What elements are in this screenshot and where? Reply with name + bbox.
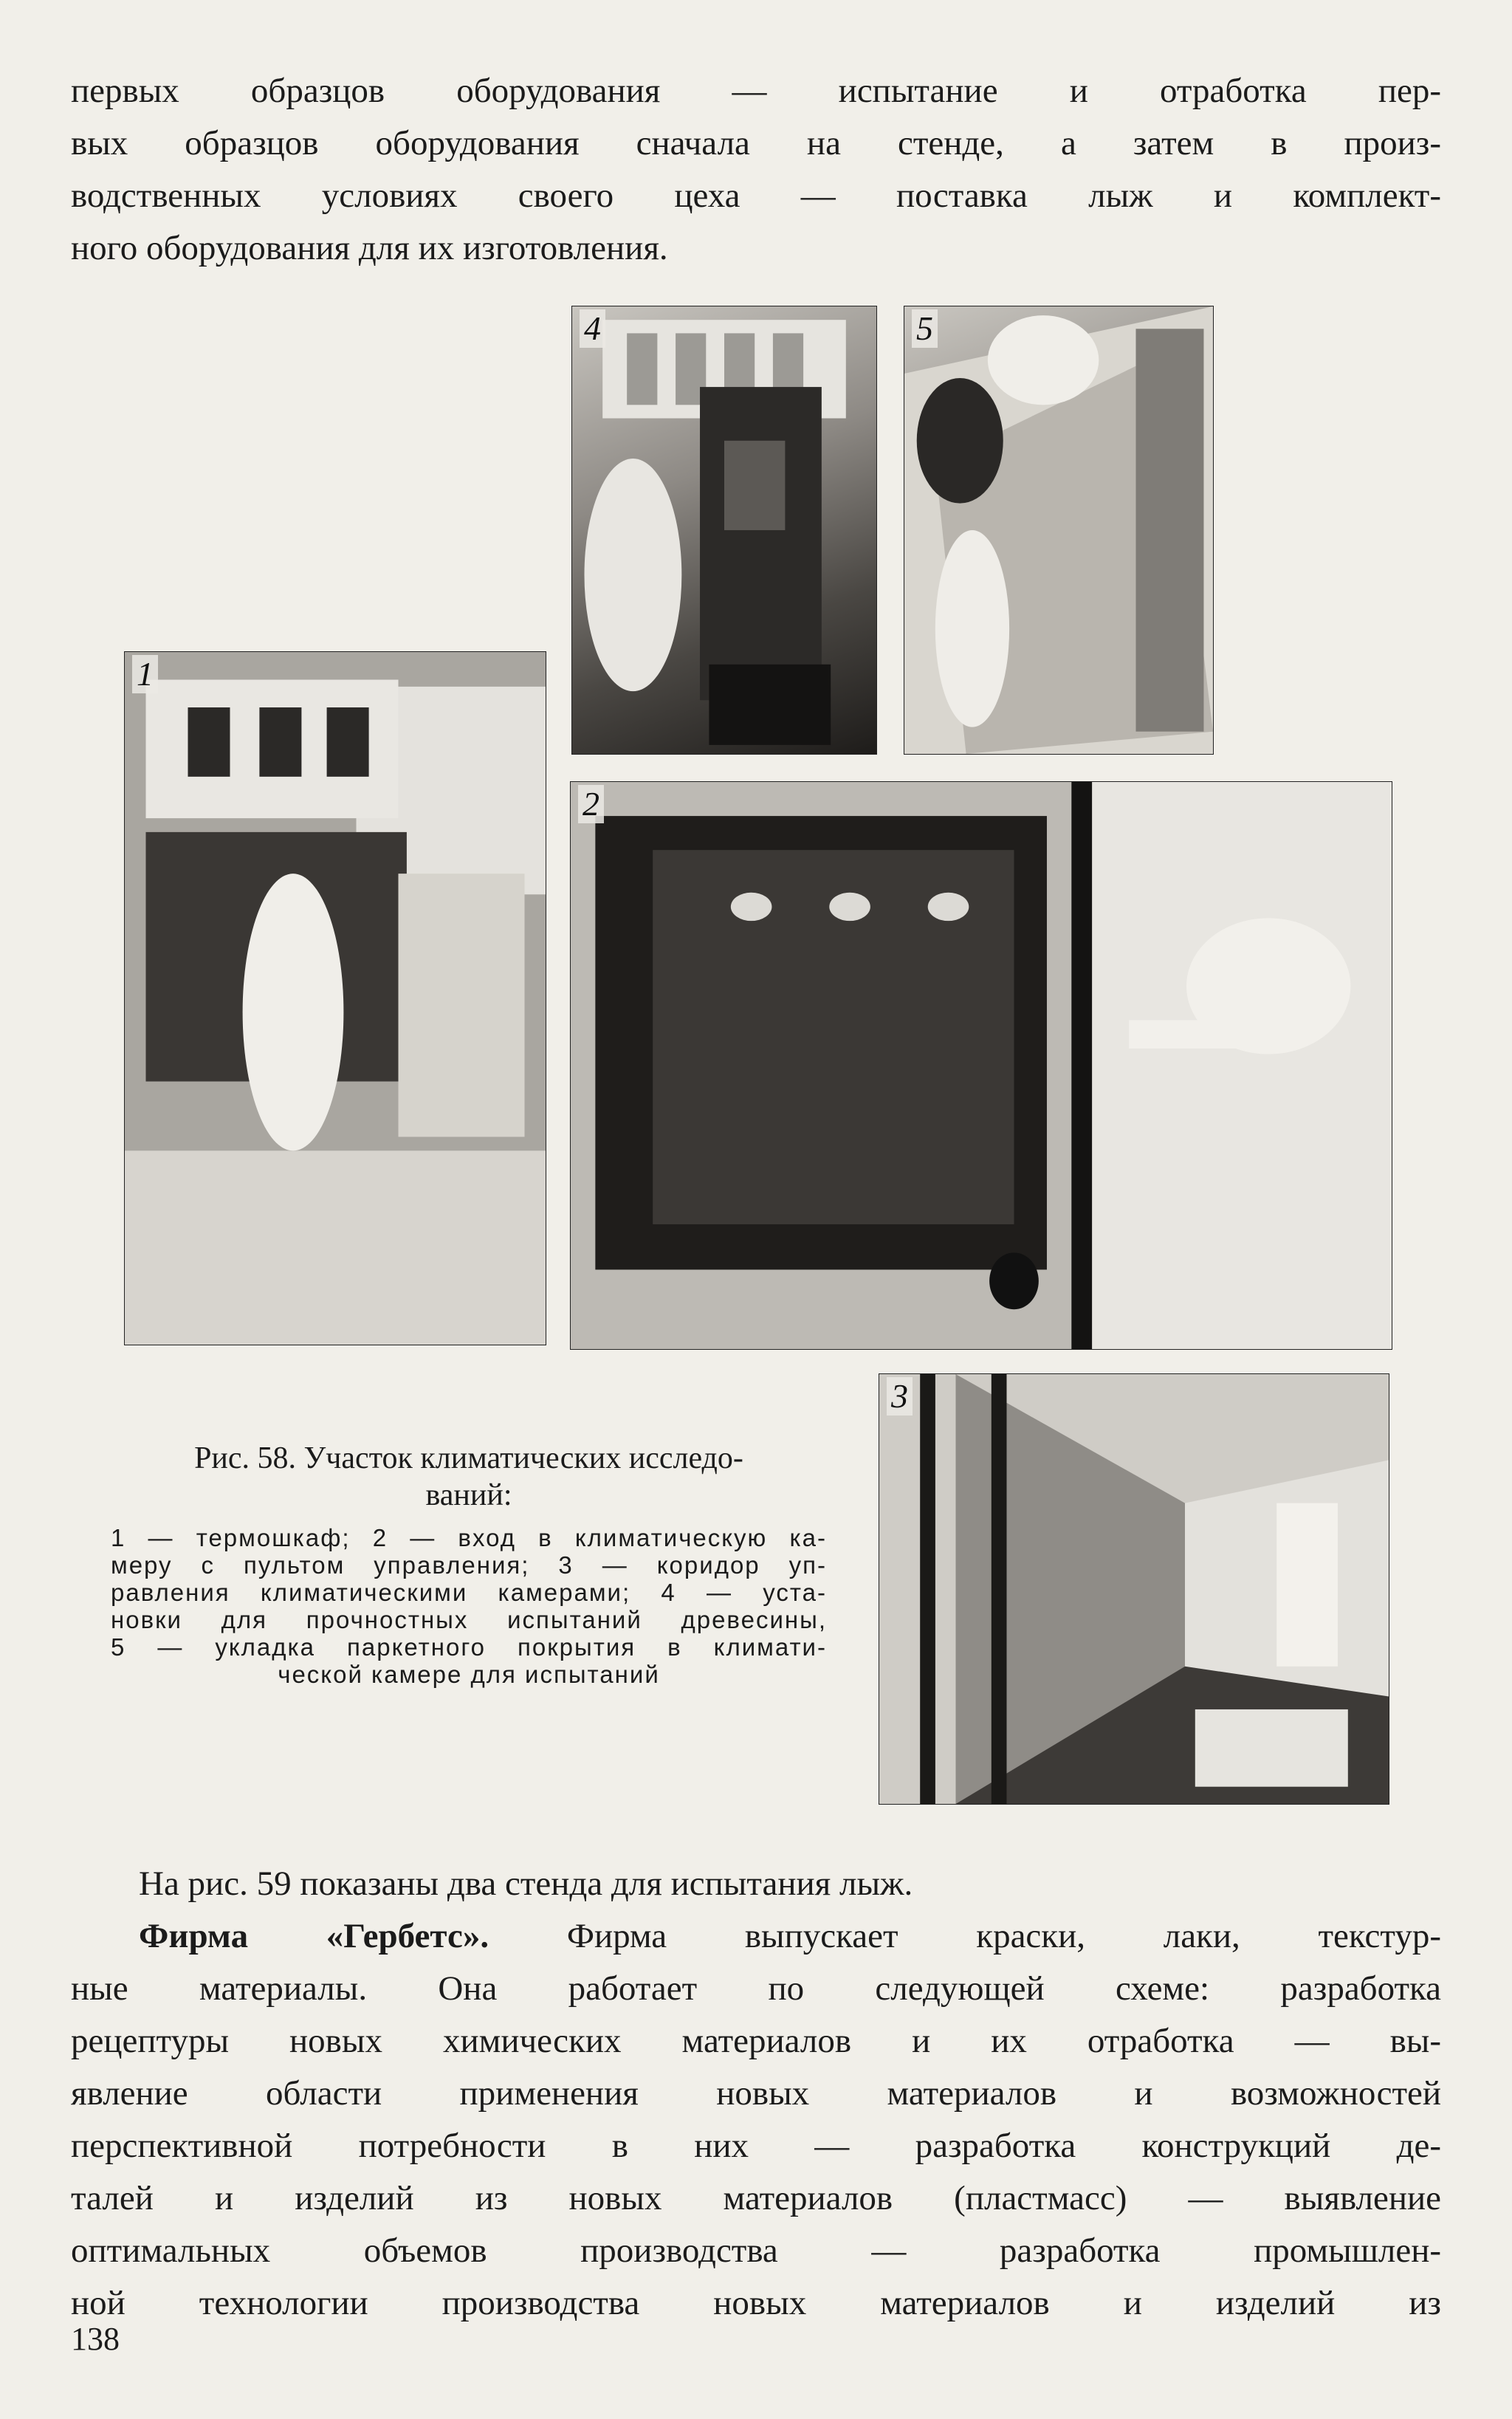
firm-name: Фирма «Гербетс». (139, 1917, 489, 1955)
photo-climate-chamber-corridor (879, 1373, 1389, 1805)
photo-number-1: 1 (132, 655, 158, 693)
legend-line: новки для прочностных испытаний древесины, (111, 1606, 827, 1633)
photo-thermal-cabinet (124, 651, 546, 1345)
text-line: рецептуры новых химических материалов и их отработка — вы- (71, 2022, 1441, 2060)
photo-number-5: 5 (912, 309, 938, 348)
text-line: ной технологии производства новых материалов и изделий из (71, 2284, 1441, 2322)
bottom-paragraph (71, 1858, 1441, 2330)
text-line: первых образцов оборудования — испытание и отработка пер- (71, 72, 1441, 110)
text-line: На рис. 59 показаны два стенда для испытания лыж. (139, 1864, 913, 1903)
text-line: талей и изделий из новых материалов (пластмасс) — выявление (71, 2179, 1441, 2217)
page-number: 138 (71, 2321, 120, 2357)
caption-legend (111, 1524, 827, 1688)
legend-line: меру с пультом управления; 3 — коридор уп- (111, 1551, 827, 1579)
photo-number-4: 4 (580, 309, 605, 348)
photo-number-2: 2 (578, 785, 604, 823)
caption-title-line: Рис. 58. Участок климатических исследо- (194, 1441, 743, 1475)
text-line: оптимальных объемов производства — разработка промышлен- (71, 2231, 1441, 2270)
text-line: водственных условиях своего цеха — поставка лыж и комплект- (71, 176, 1441, 215)
photo-climate-chamber-entrance-control-panel (570, 781, 1392, 1350)
photo-number-3: 3 (887, 1377, 913, 1416)
caption-title (111, 1440, 827, 1514)
legend-line: ческой камере для испытаний (278, 1661, 660, 1688)
caption-title-line: ваний: (425, 1478, 512, 1512)
legend-line: равления климатическими камерами; 4 — уста- (111, 1579, 827, 1606)
photo-parquet-in-climate-chamber (904, 306, 1214, 755)
legend-line: 1 — термошкаф; 2 — вход в климатическую ка- (111, 1524, 827, 1551)
photo-wood-strength-test-rig (571, 306, 877, 755)
text-fragment: Фирма выпускает краски, лаки, текстур- (489, 1917, 1441, 1955)
text-line: вых образцов оборудования сначала на стенде, а затем в произ- (71, 124, 1441, 162)
text-line: ного оборудования для их изготовления. (71, 229, 668, 267)
text-line: ные материалы. Она работает по следующей схеме: разработка (71, 1969, 1441, 2008)
top-paragraph (71, 65, 1441, 275)
figure-caption (111, 1440, 827, 1688)
text-line (71, 1910, 1441, 1963)
text-line: явление области применения новых материалов и возможностей (71, 2074, 1441, 2113)
legend-line: 5 — укладка паркетного покрытия в климати- (111, 1633, 827, 1661)
text-line: перспективной потребности в них — разработка конструкций де- (71, 2127, 1441, 2165)
